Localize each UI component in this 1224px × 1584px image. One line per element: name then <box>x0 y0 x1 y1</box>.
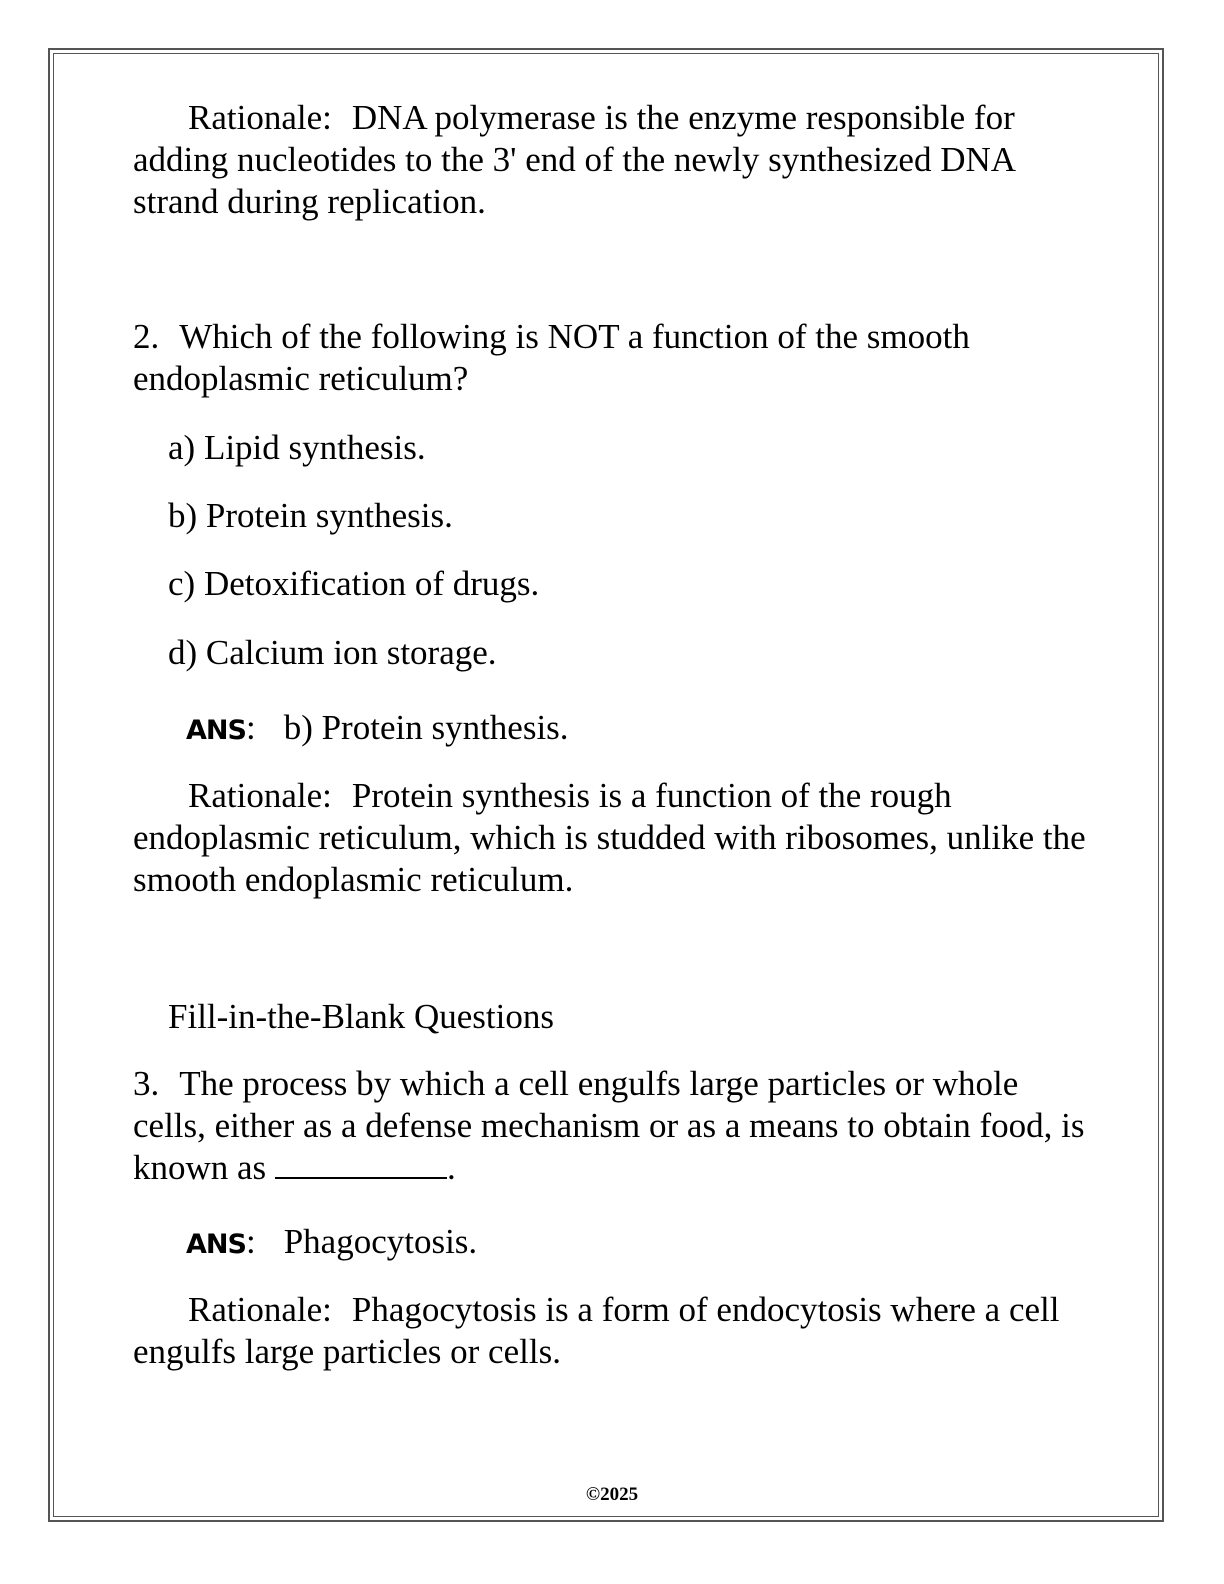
q2-question <box>133 316 1093 400</box>
rationale-text: Protein synthesis is a function of the rough endoplasmic reticulum, which is studded with ribosomes, unlike the smooth endoplasmic reticulum. <box>133 776 1086 899</box>
rationale-text: DNA polymerase is the enzyme responsible for adding nucleotides to the 3' end of the newly synthesized DNA strand during replication. <box>133 98 1015 221</box>
q3-answer: ANS: Phagocytosis. <box>186 1222 478 1261</box>
q2-rationale <box>133 775 1093 901</box>
q2-answer: ANS: b) Protein synthesis. <box>186 708 569 747</box>
q2-option-b: b) Protein synthesis. <box>168 496 453 535</box>
rationale-label: Rationale: <box>188 98 332 137</box>
ans-label: ANS <box>186 715 246 746</box>
question-number: 2. <box>133 317 160 356</box>
answer-blank <box>275 1149 447 1179</box>
section-heading: Fill-in-the-Blank Questions <box>168 997 554 1036</box>
q3-question: 3. The process by which a cell engulfs large particles or whole cells, either as a defense mechanism or as a means to obtain food, is known as . <box>133 1064 1085 1187</box>
question-number: 3. <box>133 1064 160 1103</box>
copyright-footer: ©2025 <box>585 1484 639 1505</box>
q1-rationale <box>133 97 1093 223</box>
rationale-label: Rationale: <box>188 1290 332 1329</box>
question-text: Which of the following is NOT a function of the smooth endoplasmic reticulum? <box>133 317 970 398</box>
q2-option-d: d) Calcium ion storage. <box>168 633 497 672</box>
rationale-label: Rationale: <box>188 776 332 815</box>
rationale-text: Phagocytosis is a form of endocytosis where a cell engulfs large particles or cells. <box>133 1290 1060 1371</box>
answer-text: b) Protein synthesis. <box>283 708 569 747</box>
ans-label: ANS <box>186 1229 246 1260</box>
q2-option-c: c) Detoxification of drugs. <box>168 564 540 603</box>
answer-text: Phagocytosis. <box>283 1222 478 1261</box>
q2-option-a: a) Lipid synthesis. <box>168 428 426 467</box>
question-text: The process by which a cell engulfs large particles or whole cells, either as a defense mechanism or as a means to obtain food, is known as <box>133 1064 1085 1187</box>
q3-rationale <box>133 1289 1093 1373</box>
